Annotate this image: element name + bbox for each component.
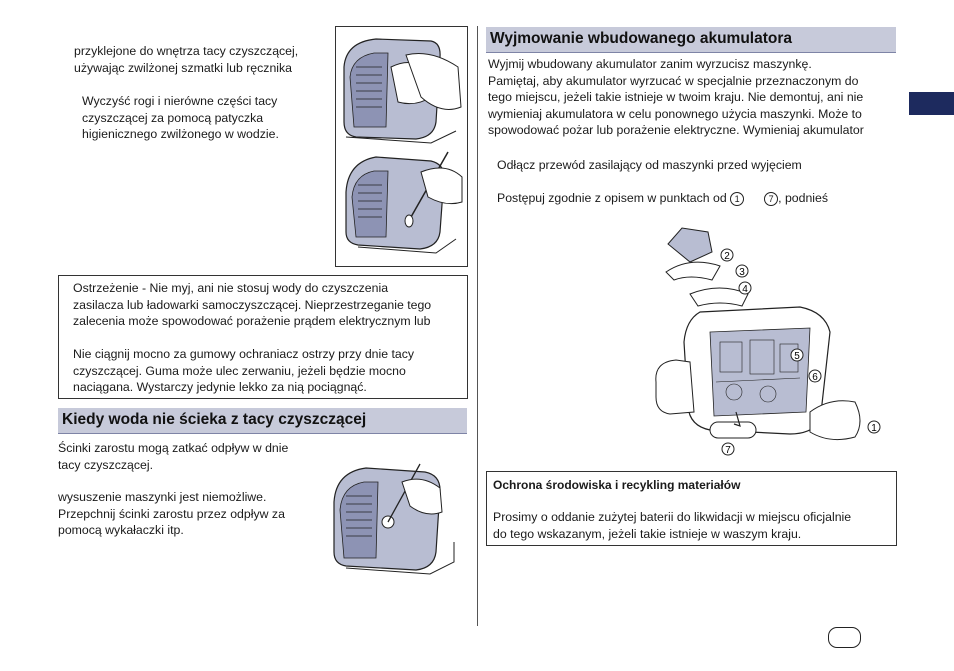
diagram-label: 4 [742,284,748,295]
text-line: tego miejscu, jeżeli takie istnieje w twoim kraju. Nie demontuj, ani nie [488,90,864,104]
step-number-badge: 7 [764,192,778,206]
warning-para2 [73,346,453,396]
step-text-suffix: , podnieś [778,191,829,205]
text-line: tacy czyszczącej. [58,457,153,472]
drain-para1 [58,440,318,473]
text-line: Wyjmij wbudowany akumulator zanim wyrzucisz maszynkę. [488,57,812,71]
cleaning-tray-illustration [335,26,468,267]
text-line: pomocą wykałaczki itp. [58,523,184,537]
environment-text [493,509,889,542]
drain-toothpick-illustration [330,462,461,580]
text-line: Przepchnij ścinki zarostu przez odpływ za [58,506,285,521]
text-line: zasilacza lub ładowarki samoczyszczącej. Nieprzestrzeganie tego [73,297,432,312]
diagram-label: 2 [724,251,730,262]
text-line: Wyczyść rogi i nierówne części tacy [82,94,278,108]
diagram-label: 3 [739,267,745,278]
step-number-badge: 1 [730,192,744,206]
text-line: przyklejone do wnętrza tacy czyszczącej, [74,44,299,58]
text-line: wysuszenie maszynki jest niemożliwe. [58,490,267,504]
battery-step-unplug: Odłącz przewód zasilający od maszynki przed wyjęciem [497,158,802,172]
text-line: Nie ciągnij mocno za gumowy ochraniacz ostrzy przy dnie tacy [73,347,415,361]
warning-box [58,275,468,399]
text-line: Ścinki zarostu mogą zatkać odpływ w dnie [58,441,289,455]
diagram-label: 7 [725,445,731,456]
text-line: Prosimy o oddanie zużytej baterii do likwidacji w miejscu oficjalnie [493,510,852,524]
text-line: wymieniaj akumulatora w celu ponownego użycia maszynki. Może to [488,106,862,121]
diagram-label: 1 [871,423,877,434]
text-line: używając zwilżonej szmatki lub ręcznika [74,60,293,75]
battery-intro [488,56,896,139]
diagram-label: 6 [812,372,818,383]
text-line: Pamiętaj, aby akumulator wyrzucać w specjalnie przeznaczonym do [488,73,859,88]
page-number-badge [828,627,861,648]
text-line: zalecenia może spowodować porażenie prądem elektrycznym lub [73,314,431,328]
language-section-tab [909,92,954,115]
text-line: Ostrzeżenie - Nie myj, ani nie stosuj wody do czyszczenia [73,281,389,295]
text-line: spowodować pożar lub porażenie elektryczne. Wymieniaj akumulator [488,123,864,137]
text-line: higienicznego zwilżonego w wodzie. [82,127,279,141]
column-divider [477,26,478,626]
battery-removal-diagram [650,222,890,460]
section-heading-drain: Kiedy woda nie ścieka z tacy czyszczącej [58,408,467,434]
battery-step-follow [497,190,887,207]
text-line: do tego wskazanym, jeżeli takie istnieje w waszym kraju. [493,526,802,541]
cleaning-instructions-para2 [82,93,327,143]
drain-para2 [58,489,318,539]
environment-recycling-box [486,471,897,546]
text-line: czyszczącej za pomocą patyczka [82,110,264,125]
environment-heading: Ochrona środowiska i recykling materiałów [493,478,741,492]
diagram-label: 5 [794,351,800,362]
tray-swab-drawing [346,152,462,253]
cleaning-instructions-para1 [74,43,334,76]
warning-para1 [73,280,465,330]
tray-cloth-drawing [344,39,461,143]
text-line: naciągana. Wystarczy jedynie lekko za nią pociągnąć. [73,380,367,394]
step-text-prefix: Postępuj zgodnie z opisem w punktach od [497,191,727,205]
section-heading-battery: Wyjmowanie wbudowanego akumulatora [486,27,896,53]
text-line: czyszczącej. Guma może ulec zerwaniu, jeżeli będzie mocno [73,363,406,378]
